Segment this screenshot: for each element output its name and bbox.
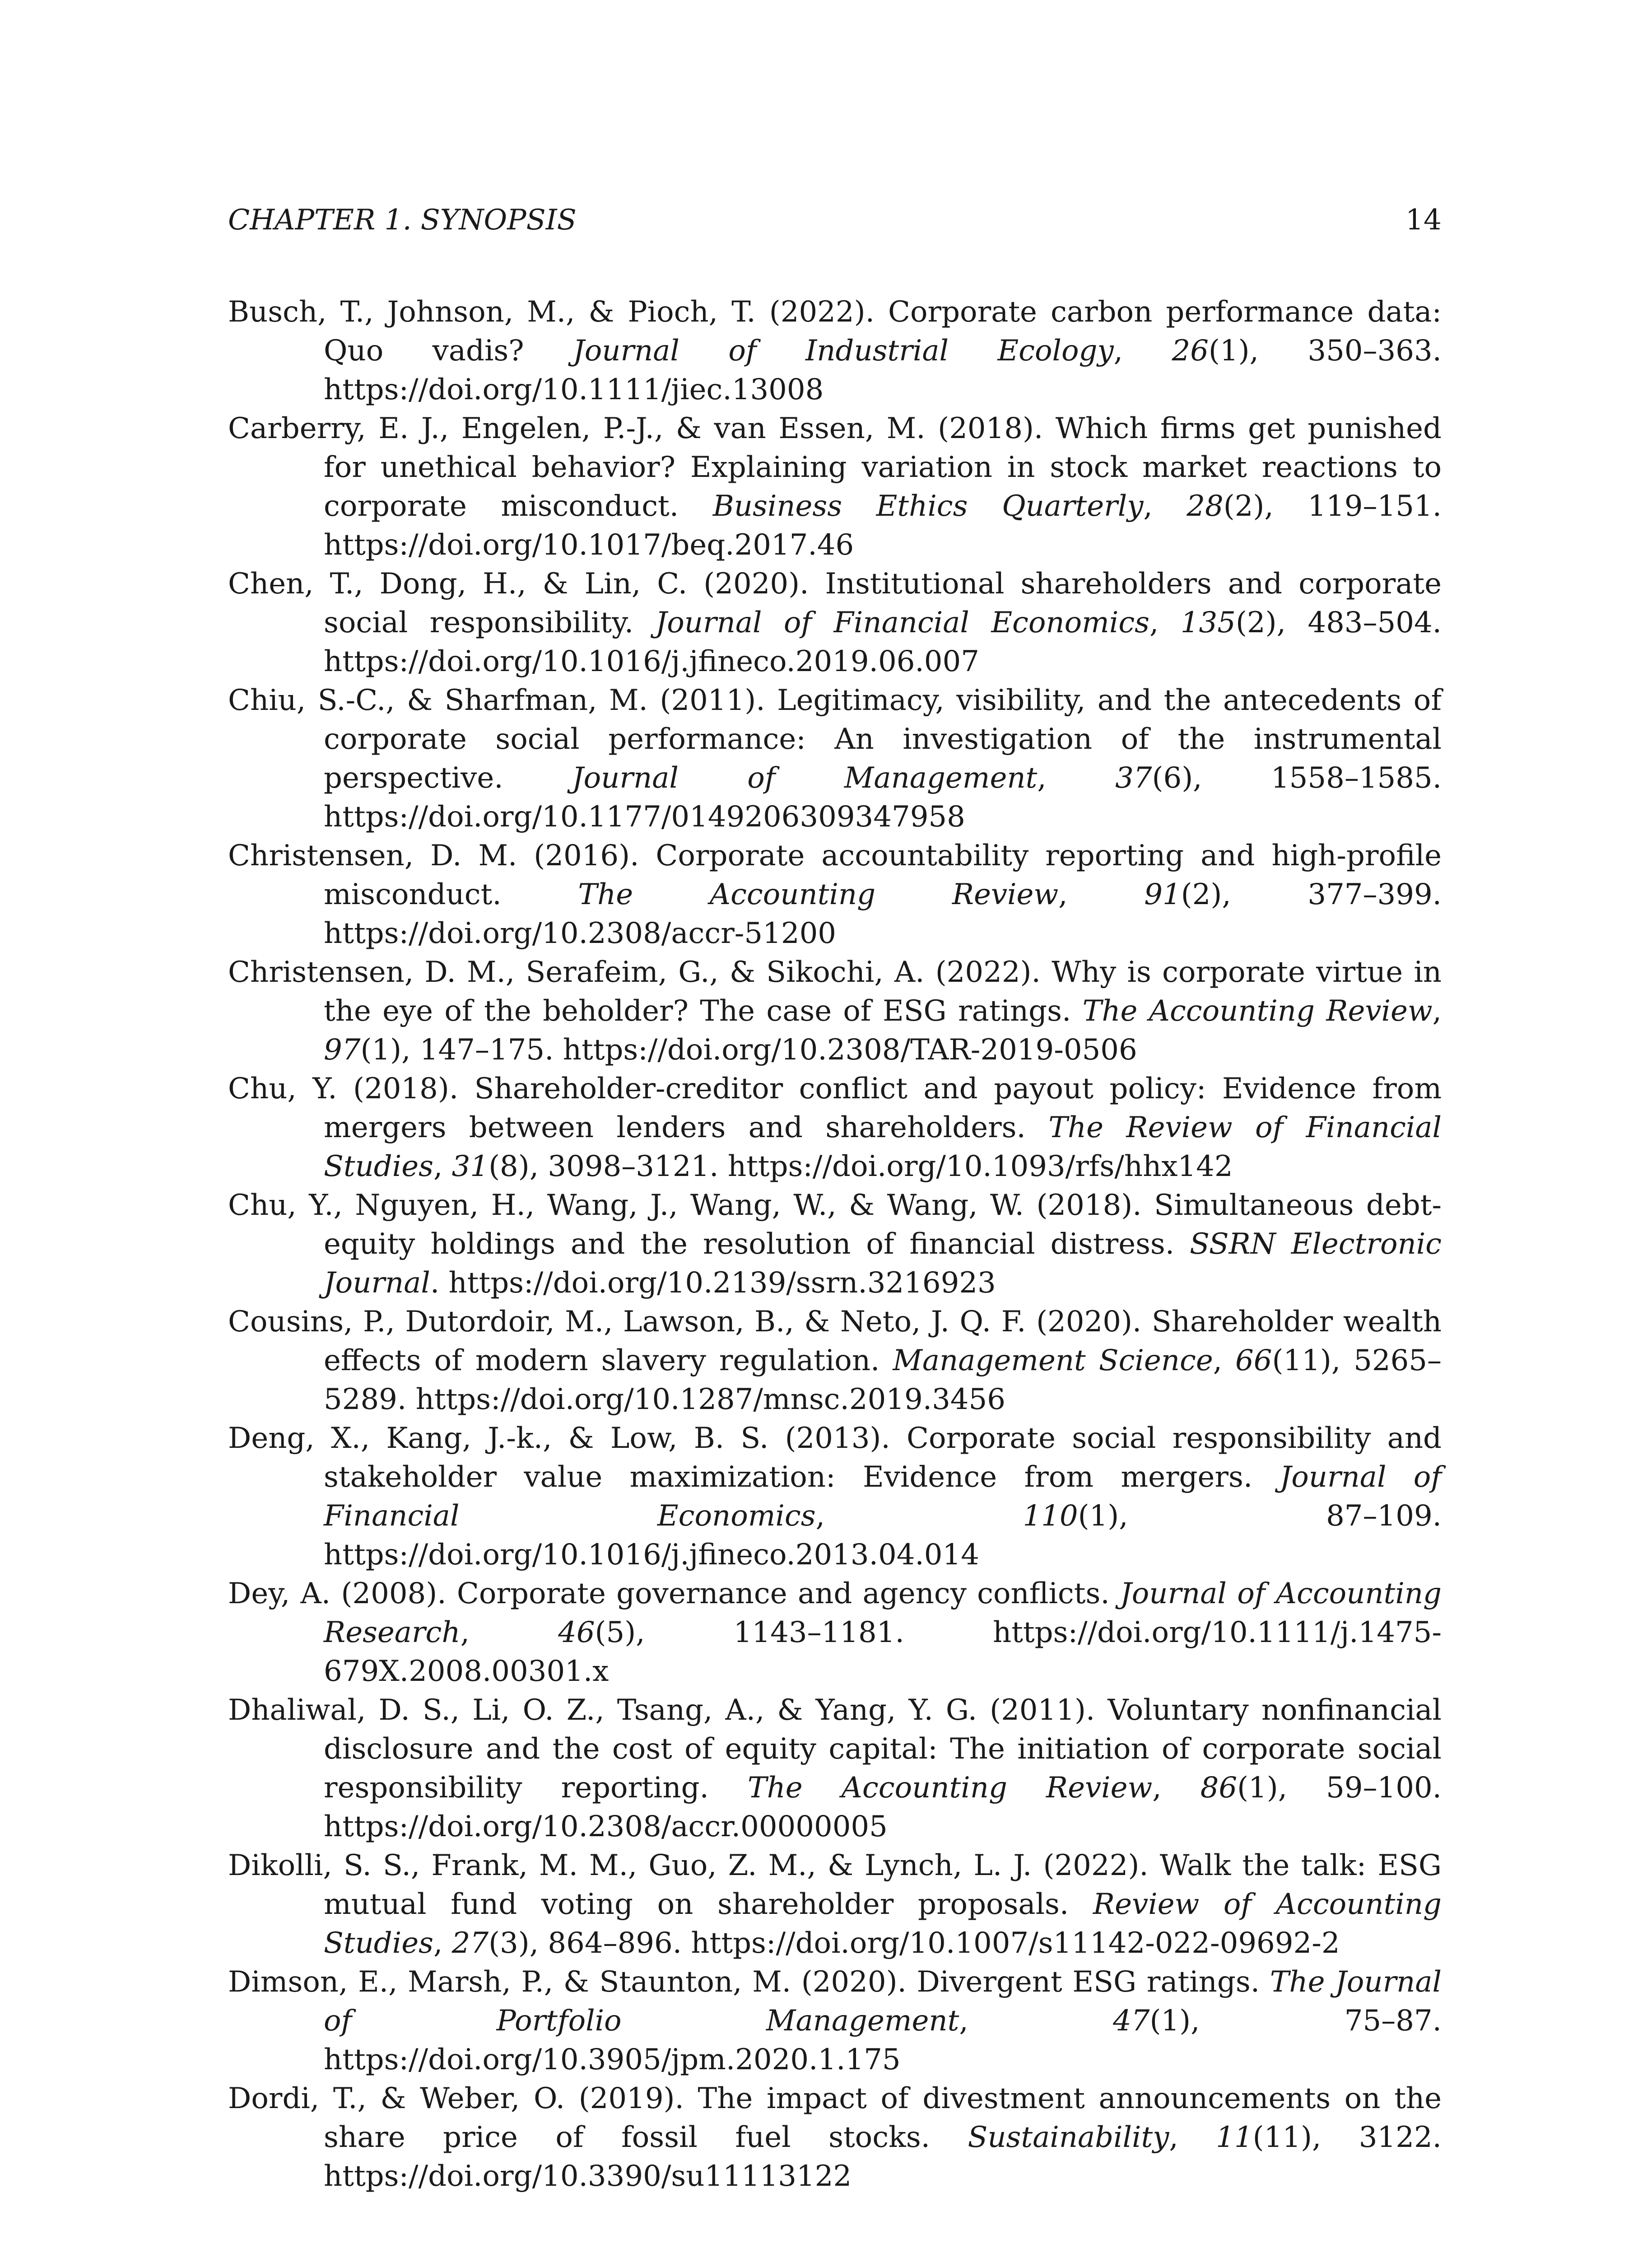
journal-volume: 26	[1172, 334, 1209, 368]
reference-separator: ,	[433, 1150, 452, 1183]
reference-entry	[228, 1846, 1442, 1963]
reference-entry	[228, 564, 1442, 681]
running-header	[228, 205, 1442, 234]
chapter-title: CHAPTER 1. SYNOPSIS	[228, 203, 577, 236]
journal-volume: 37	[1115, 761, 1152, 795]
reference-text: Carberry, E. J., Engelen, P.-J., & van Essen, M. (2018). Which firms get punished for unethical behavior? Explaining variation in stock market reactions to corporate misconduct.	[228, 412, 1442, 523]
journal-volume: 97	[324, 1033, 361, 1067]
page-content	[228, 205, 1442, 2196]
reference-entry	[228, 681, 1442, 836]
reference-entry	[228, 1069, 1442, 1186]
reference-entry	[228, 2079, 1442, 2196]
journal-title: The Accounting Review	[747, 1771, 1153, 1805]
reference-text: Dordi, T., & Weber, O. (2019). The impact of divestment announcements on the share price of fossil fuel stocks.	[228, 2082, 1442, 2154]
journal-title: Journal of Financial Economics	[655, 606, 1150, 639]
reference-text: Dimson, E., Marsh, P., & Staunton, M. (2020). Divergent ESG ratings.	[228, 1965, 1270, 1999]
reference-separator: ,	[433, 1927, 452, 1960]
reference-entry	[228, 1186, 1442, 1302]
journal-title: SSRN Electronic Journal	[324, 1227, 1442, 1300]
journal-title: The Accounting Review	[1082, 994, 1433, 1028]
reference-separator: ,	[1432, 994, 1442, 1028]
reference-text: Dey, A. (2008). Corporate governance and agency conflicts.	[228, 1577, 1121, 1610]
reference-list	[228, 293, 1442, 2196]
reference-entry	[228, 1419, 1442, 1574]
reference-text: Chen, T., Dong, H., & Lin, C. (2020). Institutional shareholders and corporate social responsibility.	[228, 567, 1442, 639]
journal-title: The Accounting Review	[578, 878, 1059, 911]
journal-volume: 86	[1200, 1771, 1238, 1805]
journal-title: The Journal of Portfolio Management	[324, 1965, 1442, 2038]
reference-pages-doi: (5), 1143–1181. https://doi.org/10.1111/j.1475-679X.2008.00301.x	[324, 1616, 1442, 1688]
journal-volume: 66	[1235, 1344, 1272, 1377]
reference-separator: ,	[1152, 1771, 1201, 1805]
reference-pages-doi: (1), 59–100. https://doi.org/10.2308/accr.00000005	[324, 1771, 1442, 1843]
reference-pages-doi: (1), 75–87. https://doi.org/10.3905/jpm.2020.1.175	[324, 2004, 1442, 2076]
journal-title: Review of Accounting Studies	[324, 1888, 1442, 1960]
reference-text: Christensen, D. M., Serafeim, G., & Sikochi, A. (2022). Why is corporate virtue in the eye of the beholder? The case of ESG ratings.	[228, 956, 1442, 1028]
reference-separator: ,	[959, 2004, 1113, 2038]
reference-text: Deng, X., Kang, J.-k., & Low, B. S. (2013). Corporate social responsibility and stakeholder value maximization: Evidence from mergers.	[228, 1422, 1442, 1494]
journal-title: Management Science	[893, 1344, 1213, 1377]
reference-separator: ,	[1213, 1344, 1236, 1377]
journal-volume: 46	[558, 1616, 595, 1649]
reference-separator: ,	[1058, 878, 1145, 911]
reference-pages-doi: (11), 3122. https://doi.org/10.3390/su11113122	[324, 2121, 1442, 2193]
journal-title: Journal of Management	[572, 761, 1038, 795]
reference-pages-doi: (3), 864–896. https://doi.org/10.1007/s11142-022-09692-2	[489, 1927, 1340, 1960]
reference-pages-doi: (1), 350–363. https://doi.org/10.1111/jiec.13008	[324, 334, 1442, 406]
reference-pages-doi: (8), 3098–3121. https://doi.org/10.1093/rfs/hhx142	[489, 1150, 1233, 1183]
reference-pages-doi: (2), 377–399. https://doi.org/10.2308/accr-51200	[324, 878, 1442, 950]
journal-title: The Review of Financial Studies	[324, 1111, 1442, 1183]
reference-separator: ,	[1037, 761, 1116, 795]
reference-entry	[228, 953, 1442, 1069]
journal-volume: 135	[1180, 606, 1236, 639]
reference-separator: ,	[1149, 606, 1181, 639]
journal-title: Sustainability	[968, 2121, 1169, 2154]
reference-text: Dikolli, S. S., Frank, M. M., Guo, Z. M., & Lynch, L. J. (2022). Walk the talk: ESG mutual fund voting on shareholder proposals.	[228, 1849, 1442, 1921]
journal-title: Business Ethics Quarterly	[712, 490, 1144, 523]
reference-text: Busch, T., Johnson, M., & Pioch, T. (2022). Corporate carbon performance data: Quo vadis?	[228, 295, 1442, 368]
page-number: 14	[1405, 203, 1442, 236]
journal-volume: 47	[1113, 2004, 1150, 2038]
journal-volume: 27	[451, 1927, 489, 1960]
journal-volume: 110	[1023, 1499, 1078, 1533]
reference-entry	[228, 293, 1442, 409]
reference-separator: ,	[815, 1499, 1023, 1533]
reference-pages-doi: (1), 147–175. https://doi.org/10.2308/TAR-2019-0506	[360, 1033, 1137, 1067]
journal-volume: 11	[1216, 2121, 1253, 2154]
reference-pages-doi: (11), 5265–5289. https://doi.org/10.1287/mnsc.2019.3456	[324, 1344, 1442, 1416]
journal-title: Journal of Financial Economics	[324, 1460, 1442, 1533]
reference-text: Cousins, P., Dutordoir, M., Lawson, B., & Neto, J. Q. F. (2020). Shareholder wealth effects of modern slavery regulation.	[228, 1305, 1442, 1377]
reference-separator: ,	[460, 1616, 558, 1649]
journal-title: Journal of Accounting Research	[324, 1577, 1442, 1649]
reference-pages-doi: . https://doi.org/10.2139/ssrn.3216923	[430, 1266, 996, 1300]
reference-pages-doi: (2), 119–151. https://doi.org/10.1017/beq.2017.46	[324, 490, 1442, 562]
reference-entry	[228, 1574, 1442, 1691]
reference-separator: ,	[1143, 490, 1187, 523]
reference-entry	[228, 409, 1442, 564]
reference-entry	[228, 1691, 1442, 1846]
reference-entry	[228, 1963, 1442, 2079]
reference-text: Chiu, S.-C., & Sharfman, M. (2011). Legitimacy, visibility, and the antecedents of corporate social performance: An investigation of the instrumental perspective.	[228, 684, 1442, 795]
journal-volume: 28	[1187, 490, 1224, 523]
reference-text: Chu, Y., Nguyen, H., Wang, J., Wang, W., & Wang, W. (2018). Simultaneous debt-equity holdings and the resolution of financial distress.	[228, 1189, 1442, 1261]
reference-entry	[228, 1302, 1442, 1419]
reference-text: Dhaliwal, D. S., Li, O. Z., Tsang, A., & Yang, Y. G. (2011). Voluntary nonfinancial disclosure and the cost of equity capital: The initiation of corporate social responsibility reporting.	[228, 1694, 1442, 1805]
reference-pages-doi: (6), 1558–1585. https://doi.org/10.1177/0149206309347958	[324, 761, 1442, 834]
reference-text: Christensen, D. M. (2016). Corporate accountability reporting and high-profile misconduct.	[228, 839, 1442, 911]
journal-volume: 91	[1144, 878, 1181, 911]
reference-pages-doi: (1), 87–109. https://doi.org/10.1016/j.jfineco.2013.04.014	[324, 1499, 1442, 1572]
reference-separator: ,	[1113, 334, 1172, 368]
reference-separator: ,	[1169, 2121, 1216, 2154]
reference-entry	[228, 836, 1442, 953]
reference-pages-doi: (2), 483–504. https://doi.org/10.1016/j.jfineco.2019.06.007	[324, 606, 1442, 678]
journal-title: Journal of Industrial Ecology	[573, 334, 1114, 368]
journal-volume: 31	[451, 1150, 489, 1183]
reference-text: Chu, Y. (2018). Shareholder-creditor conflict and payout policy: Evidence from mergers between lenders and shareholders.	[228, 1072, 1442, 1144]
